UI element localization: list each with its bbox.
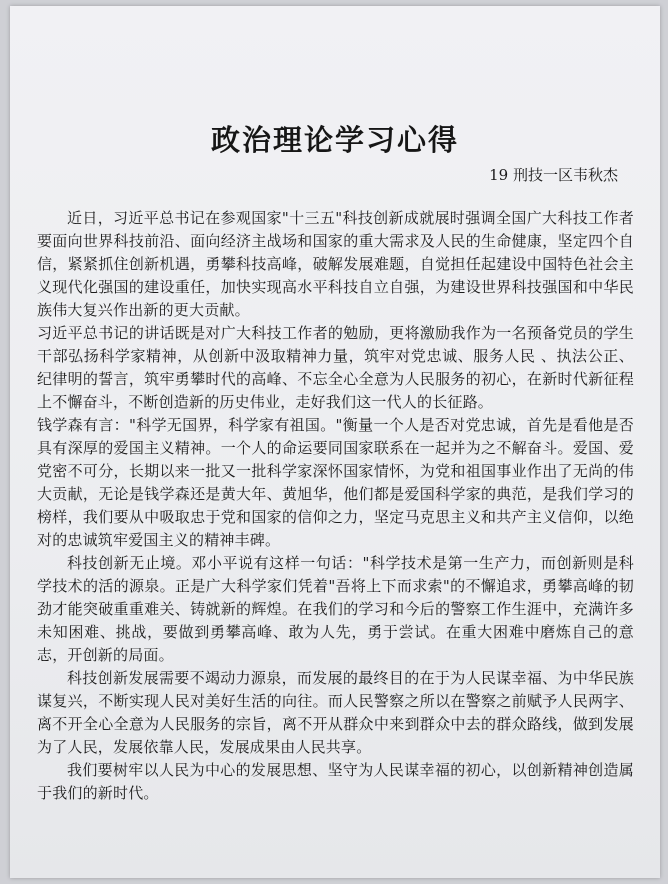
author-line: 19 刑技一区韦秋杰 — [489, 166, 618, 184]
paragraph: 科技创新发展需要不竭动力源泉，而发展的最终目的在于为人民谋幸福、为中华民族谋复兴，不断实现人民对美好生活的向往。而人民警察之所以在警察之前赋予人民两字、离不开全心全意为人民服务的宗旨，离不开从群众中来到群众中去的群众路线，做到发展为了人民，发展依靠人民，发展成果由人民共享。 — [37, 669, 634, 756]
paragraph: 我们要树牢以人民为中心的发展思想、坚守为人民谋幸福的初心，以创新精神创造属于我们的新时代。 — [37, 761, 634, 802]
paragraph: 钱学森有言："科学无国界，科学家有祖国。"衡量一个人是否对党忠诚，首先是看他是否具有深厚的爱国主义精神。一个人的命运要同国家联系在一起并为之不解奋斗。爱国、爱党密不可分，长期以来一批又一批科学家深怀国家情怀，为党和祖国事业作出了无尚的伟大贡献，无论是钱学森还是黄大年、黄旭华，他们都是爱国科学家的典范，是我们学习的榜样，我们要从中吸取忠于党和国家的信仰之力，坚定马克思主义和共产主义信仰，以绝对的忠诚筑牢爱国主义的精神丰碑。 — [37, 416, 634, 549]
document-page — [10, 6, 660, 878]
paragraph: 习近平总书记的讲话既是对广大科技工作者的勉励，更将激励我作为一名预备党员的学生干部弘扬科学家精神，从创新中汲取精神力量，筑牢对党忠诚、服务人民 、执法公正、纪律明的誓言，筑牢勇攀时代的高峰、不忘全心全意为人民服务的初心，在新时代新征程上不懈奋斗，不断创造新的历史伟业，走好我们这一代人的长征路。 — [37, 324, 634, 411]
paragraph: 科技创新无止境。邓小平说有这样一句话："科学技术是第一生产力，而创新则是科学技术的活的源泉。正是广大科学家们凭着"吾将上下而求索"的不懈追求，勇攀高峰的韧劲才能突破重重难关、铸就新的辉煌。在我们的学习和今后的警察工作生涯中，充满许多未知困难、挑战，要做到勇攀高峰、敢为人先，勇于尝试。在重大困难中磨炼自己的意志，开创新的局面。 — [37, 554, 634, 664]
paragraph: 近日，习近平总书记在参观国家"十三五"科技创新成就展时强调全国广大科技工作者要面向世界科技前沿、面向经济主战场和国家的重大需求及人民的生命健康，坚定四个自信，紧紧抓住创新机遇，勇攀科技高峰，破解发展难题，自觉担任起建设中国特色社会主义现代化强国的建设重任，加快实现高水平科技自立自强，为建设世界科技强国和中华民族伟大复兴作出新的更大贡献。 — [37, 209, 634, 319]
document-title: 政治理论学习心得 — [210, 123, 459, 157]
document-body — [10, 207, 660, 805]
